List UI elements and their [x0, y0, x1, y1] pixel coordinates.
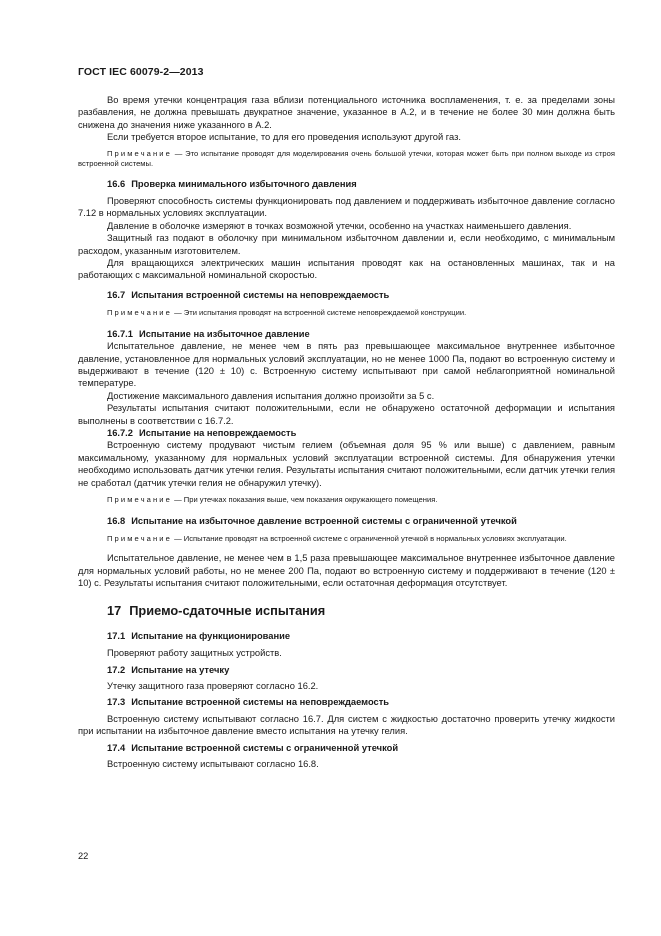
note-label: Примечание	[107, 148, 172, 158]
paragraph: Защитный газ подают в оболочку при минимальном избыточном давлении и, если необходимо, с минимальным расходом, указанным изготовителем.	[78, 233, 615, 256]
note-text: — При утечках показания выше, чем показания окружающего помещения.	[171, 495, 438, 505]
note	[78, 495, 615, 506]
note-text: — Испытание проводят на встроенной системе с ограниченной утечкой в нормальных условиях эксплуатации.	[171, 533, 567, 543]
paragraph: Проверяют работу защитных устройств.	[107, 648, 282, 659]
paragraph: Утечку защитного газа проверяют согласно 16.2.	[107, 680, 319, 691]
paragraph: Если требуется второе испытание, то для его проведения используют другой газ.	[107, 132, 461, 143]
paragraph: Проверяют способность системы функционировать под давлением и поддерживать избыточное давление согласно 7.12 в нормальных условиях эксплуатации.	[78, 196, 615, 219]
paragraph: Встроенную систему испытывают согласно 16.7. Для систем с жидкостью достаточно проверить утечку жидкости при испытании на избыточное давление вместо испытания на утечку гелия.	[78, 713, 615, 737]
paragraph: Результаты испытания считают положительными, если не обнаружено остаточной деформации и испытания выполнены в соответствии с 16.7.2.	[78, 403, 615, 426]
paragraph: Давление в оболочке измеряют в точках возможной утечки, особенно на участках наименьшего давления.	[107, 220, 572, 231]
paragraph: Для вращающихся электрических машин испытания проводят как на остановленных машинах, так и на работающих с максимальной номинальной скоростью.	[78, 258, 615, 281]
paragraph: Во время утечки концентрация газа вблизи потенциального источника воспламенения, т. е. за пределами зоны разбавления, не должна превышать двукратное значение, указанное в А.2, и в течение не более 30 мин должна быть снижена до значения ниже указанного в А.2.	[78, 95, 615, 130]
section-heading-16-6: 16.6 Проверка минимального избыточного давления	[107, 178, 357, 189]
note-label: Примечание	[107, 533, 172, 543]
page-number: 22	[78, 851, 89, 861]
chapter-heading-17: 17 Приемо-сдаточные испытания	[107, 602, 326, 618]
section-heading-17-1: 17.1 Испытание на функционирование	[107, 630, 291, 641]
note	[78, 149, 615, 170]
note-label: Примечание	[107, 495, 172, 505]
paragraph: Испытательное давление, не менее чем в 1,5 раза превышающее максимальное внутреннее избыточное давление для нормальных условий работы, но не менее 200 Па, подают во встроенную систему и поддерживают в течение (120 ± 10) с. Результаты испытания считают положительными, если остаточная деформация отсутствует.	[78, 553, 615, 589]
note-text: — Это испытание проводят для моделирования очень большой утечки, которая может быть при полном выходе из строя встроенной системы.	[78, 148, 615, 169]
paragraph: Испытательное давление, не менее чем в пять раз превышающее максимальное внутреннее избыточное давление, установленное для нормальных условий эксплуатации, но не менее 1000 Па, подают во встроенную систему и выдерживают в течение (120 ± 10) с. Встроенную систему испытывают при самой неблагоприятной номинальной температуре.	[78, 341, 615, 389]
section-heading-16-7-2: 16.7.2 Испытание на неповреждаемость	[107, 428, 297, 439]
document-body	[78, 94, 615, 770]
section-heading-17-4: 17.4 Испытание встроенной системы с ограниченной утечкой	[107, 742, 399, 753]
note-text: — Эти испытания проводят на встроенной системе неповреждаемой конструкции.	[171, 308, 467, 318]
note-label: Примечание	[107, 308, 172, 318]
section-heading-16-7: 16.7 Испытания встроенной системы на неповреждаемость	[107, 289, 390, 300]
note	[78, 308, 615, 319]
document-header: ГОСТ IEC 60079-2—2013	[78, 66, 204, 78]
paragraph: Достижение максимального давления испытания должно произойти за 5 с.	[107, 390, 435, 401]
section-heading-16-7-1: 16.7.1 Испытание на избыточное давление	[107, 328, 310, 339]
note	[78, 534, 615, 545]
section-heading-17-3: 17.3 Испытание встроенной системы на неповреждаемость	[107, 697, 390, 708]
paragraph: Встроенную систему испытывают согласно 16.8.	[107, 758, 319, 769]
section-heading-16-8: 16.8 Испытание на избыточное давление встроенной системы с ограниченной утечкой	[107, 515, 517, 526]
paragraph: Встроенную систему продувают чистым гелием (объемная доля 95 % или выше) с давлением, равным максимальному, указанному для нормальных условий эксплуатации встроенной системы. Для обнаружения утечки необходимо использовать датчик утечки гелия. Результаты испытания считают положительными, если датчик утечки гелия не сработал (датчик утечки гелия не обнаружил утечку).	[78, 440, 615, 488]
section-heading-17-2: 17.2 Испытание на утечку	[107, 664, 230, 675]
